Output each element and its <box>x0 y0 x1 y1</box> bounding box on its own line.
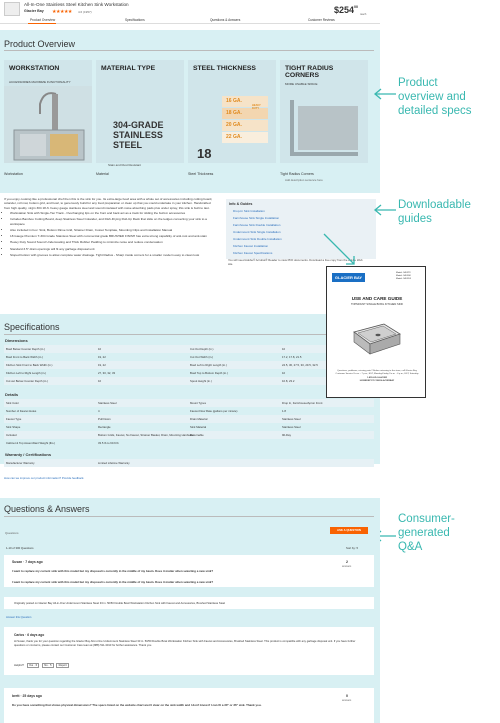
spec-value: Limited Lifetime Warranty <box>98 461 130 465</box>
table-row <box>4 369 374 377</box>
table-row <box>4 459 374 467</box>
spec-value: 19, 22 <box>98 363 106 367</box>
model-number: Model #HD3TF <box>396 272 411 274</box>
steel-grade-text: 304-GRADE STAINLESS STEEL <box>113 120 164 150</box>
spec-label: Bowl Front to Back Width (in.) <box>6 355 43 359</box>
spec-value: 10.8, 23.2 <box>282 379 295 383</box>
helpful-no-button[interactable]: No · 5 <box>42 663 54 668</box>
caption-material: Material <box>96 172 109 176</box>
spec-label: Sink Color <box>6 401 19 405</box>
description-text: If you enjoy cooking like a professional chef then this is the sink for you. Its extra-large bowl area with a whole set of accessories including cutting board, colander, roll mat, bottom grid, and bowl, to generously build for any food preparation or clean up that you could undertake in your kitchen. Handcrafted from high quality, virgin 304 18-ft. heavy gauge stainless steel and sound insulated with noise absorbing pads plus under spray, this sink is built to last. <box>4 197 213 210</box>
helpful-label: Helpful? <box>14 664 24 667</box>
table-row <box>4 423 374 431</box>
spec-value: 90-Day <box>282 433 292 437</box>
model-number: Model #HD3DF <box>396 277 412 280</box>
annotation-guides <box>398 198 471 226</box>
workstation-sink-image <box>4 86 92 163</box>
guide-link[interactable]: Farmhouse Sink Single Installation <box>233 216 280 220</box>
caption-steel-thickness: Steel Thickness <box>188 172 214 176</box>
spec-label: Number of Faucet Holes <box>6 409 37 413</box>
heavy-duty-label: HEAVY DUTY <box>252 104 261 110</box>
annotation-line: Consumer- <box>398 513 455 525</box>
spec-label: Cut Out Width (in.) <box>190 355 214 359</box>
caption-tight-radius: Tight Radius Corners <box>280 172 314 176</box>
spec-label: Bowl Left to Right Length (in.) <box>190 363 227 367</box>
warranty-heading: Warranty / Certifications <box>5 452 52 457</box>
sink-drawing <box>348 318 404 358</box>
card-heading: STEEL THICKNESS <box>193 65 256 72</box>
spec-label: Cut Out Depth (in.) <box>190 347 214 351</box>
list-item: • Sloped bottom with grooves to allow complete water drainage. Tight Radius - Sharp inside corners for a smaller modern easy to clean look <box>10 253 217 257</box>
spec-label: Cabinet & Top Assemblant Weight (lbs.) <box>6 441 56 445</box>
card-heading: MATERIAL TYPE <box>101 65 156 72</box>
section-nav <box>0 17 380 24</box>
answer-author: Carlos · 6 days ago <box>14 633 45 637</box>
guide-contact-text: Questions, problems, missing parts? Before returning to the store, call Glacier Bay Customer Service 8 a.m. - 7 p.m., EST, Monday-Friday 9 a.m. - 6 p.m., EST, Saturday <box>335 370 419 375</box>
spec-label: Spout Height (in.) <box>190 379 212 383</box>
product-thumbnail[interactable] <box>4 2 20 16</box>
spec-value: 17.2, 17.8, 21.5 <box>282 355 302 359</box>
gauge-20: 20 GA. <box>226 122 242 128</box>
spec-label: Kitchen Sink Front to Back Width (in.) <box>6 363 53 367</box>
divider <box>4 50 374 51</box>
card-subheading: ACCESSORIES MAXIMIZE FUNCTIONALITY <box>9 80 71 84</box>
spec-value: 4 <box>98 409 100 413</box>
table-row <box>4 407 374 415</box>
spec-label: Sink Shape <box>6 425 21 429</box>
gauge-number: 18 <box>197 146 212 161</box>
answer-count-label: answers <box>342 699 352 702</box>
table-row <box>4 345 374 353</box>
caption-workstation: Workstation <box>4 172 23 176</box>
annotation-line: Product <box>398 77 438 89</box>
spec-label: Bowl Top to Bottom Depth (in.) <box>190 371 228 375</box>
answer-count: 2 <box>346 560 348 564</box>
guide-link[interactable]: Farmhouse Sink Double Installation <box>233 223 281 227</box>
spec-label: Kitchen Left to Right Length (in.) <box>6 371 47 375</box>
answer-count-label: answers <box>342 565 352 568</box>
guide-subtitle: TOPMOUNT SINGLE BOWL KITCHEN SINK <box>350 303 404 306</box>
spec-label: Bowl Below Counter Depth (in.) <box>6 347 46 351</box>
card-heading: WORKSTATION <box>9 65 60 72</box>
list-item: • 18 Gauge Premium T-304 Grade Stainless Steel with commercial grade BRUSHED FINISH has extra strong capability of anti-rust and anti-stain <box>10 234 217 238</box>
spec-label: Cut out Below Counter Depth (in.) <box>6 379 48 383</box>
annotation-line: Q&A <box>398 541 423 553</box>
table-row <box>4 399 374 407</box>
spec-value: 10 <box>98 347 102 351</box>
card-tight-radius <box>280 60 368 163</box>
guide-link[interactable]: Undermount Sink Single Installation <box>233 230 281 234</box>
spec-value: 10 <box>98 379 102 383</box>
card-workstation <box>4 60 92 163</box>
original-post-text[interactable]: Originally posted on Glacier Bay All-in-One Undermount Stainless Steel 33 in. 50/50 Double Bowl Workstation Kitchen Sink with Faucet and Accessories, Brushed Stainless Steel <box>14 602 226 605</box>
spec-value: Rectangle <box>98 425 111 429</box>
question-text[interactable]: Do you have something that shows physical dimensions? The specs listed on the website chart aren't clear on the sink width and I don't know if I can fit a 30" or 36" sink. Thank you. <box>12 703 262 707</box>
guide-title: USE AND CARE GUIDE <box>351 296 403 301</box>
specifications-title: Specifications <box>4 322 60 332</box>
price-unit: /each <box>360 13 367 16</box>
sort-dropdown[interactable]: Sort by: ▾ <box>346 546 358 550</box>
divider <box>4 516 374 517</box>
spec-value: Stainless Steel <box>282 417 301 421</box>
spec-value: Bottom Grids, Faucet, No Faucet, Strainer Basket, Drain, Mounting Hardware <box>98 433 194 437</box>
arrow-icon <box>320 230 360 270</box>
glacier-bay-logo: GLACIER BAY <box>332 273 365 282</box>
question-text[interactable]: I want to replace my current sink with this model but my disposal is currently in the middle of my basin. Does it matter when selecting a new sink? <box>12 569 214 573</box>
spec-label: Manufacturer Warranty <box>6 461 35 465</box>
info-guides-title: Info & Guides <box>229 202 253 206</box>
annotation-line: overview and <box>398 91 466 103</box>
spec-value: 27, 30, 32, 33 <box>98 371 116 375</box>
annotation-line: generated <box>398 527 450 539</box>
divider <box>4 334 374 335</box>
qa-title: Questions & Answers <box>4 504 90 514</box>
details-heading: Details <box>5 392 19 397</box>
spec-value: 19, 22 <box>98 355 106 359</box>
spec-value: Pull Down <box>98 417 111 421</box>
list-item: • Standard 3.5" drain openings will fit any garbage disposal unit <box>10 247 217 251</box>
model-numbers <box>396 272 411 280</box>
card-subheading: MORE USABLE SPACE <box>285 82 318 86</box>
annotation-overview <box>398 76 472 118</box>
ask-question-button[interactable]: ASK A QUESTION <box>330 527 368 534</box>
brand-link[interactable]: Glacier Bay <box>24 9 44 13</box>
adobe-reader-note: You will need Adobe® Acrobat® Reader to view PDF documents. Download a free copy from the Adobe Web site. <box>228 258 363 266</box>
gauge-16: 16 GA. <box>226 98 242 104</box>
spec-label: Returnable <box>190 433 204 437</box>
helpful-controls <box>14 663 69 668</box>
tab-questions-answers[interactable]: Questions & Answers <box>210 17 241 22</box>
price-dollars: $254 <box>334 5 355 15</box>
annotation-line: detailed specs <box>398 105 472 117</box>
table-row <box>4 439 374 447</box>
rating-count[interactable]: 4.6 (1957) <box>78 9 92 14</box>
model-number: Model #HD3SF <box>396 274 411 277</box>
answer-text: Hi Susan, thank you for your question regarding the Glacier Bay All-in-One Undermount Stainless Steel 33 in. 50/50 Double Bowl Workstation Kitchen Sink with Faucet and Accessories, Brushed Stainless Steel. This product is compatible with any garbage disposal unit. If you have further questions or concerns, please contact our Customer Care team at (888) 511-3013 for further assistance. Thank you. <box>14 640 356 647</box>
question-text[interactable]: I want to replace my current sink with this model but my disposal is currently in the middle of my basin. Does it matter when selecting a new sink? <box>12 580 214 584</box>
spec-label: Faucet Flow Rate (gallons per minute) <box>190 409 238 413</box>
price <box>334 5 358 15</box>
report-button[interactable]: Report <box>56 663 68 668</box>
spec-label: Drain Material <box>190 417 208 421</box>
guide-phone: 1-855-HD-GLACIER <box>366 377 388 379</box>
guide-link[interactable]: Undermount Sink Double Installation <box>233 237 282 241</box>
guide-link[interactable]: Drop-In Sink Installation <box>233 209 265 213</box>
table-row <box>4 431 374 439</box>
spec-label: Included <box>6 433 17 437</box>
list-item: • Workstation Sink with Single-Tier Track - Overhanging lips on the front and back act as a track for sliding the built-in accessories <box>10 211 217 215</box>
spec-value: 33.5 lb to 60.9 lb <box>98 441 119 445</box>
guide-footer <box>334 370 420 383</box>
table-row <box>4 377 374 385</box>
spec-label: Mount Types <box>190 401 206 405</box>
table-row <box>4 361 374 369</box>
annotation-line: Downloadable <box>398 199 471 211</box>
spec-value: 10 <box>282 347 286 351</box>
question-author: brett · 25 days ago <box>12 694 42 698</box>
question-author: Susan · 7 days ago <box>12 560 43 564</box>
tab-customer-reviews[interactable]: Customer Reviews <box>308 17 335 22</box>
list-item: • Includes Bamboo Cutting Board, deep Stainless Steel Colander, and Dish-Drying Roll-Up Rack that slide on the ledges converting your sink to a workspace <box>10 217 217 226</box>
product-description <box>4 197 217 259</box>
guide-link[interactable]: Kitchen Faucet Specifications <box>233 251 273 255</box>
list-item: • Also included in box: Sink, Bottom Rinse Grid, Strainer Drain, Cutout Template, Mounting Clips and Installation Manual <box>10 228 217 232</box>
tab-product-overview[interactable]: Product Overview <box>30 17 56 22</box>
table-row <box>4 415 374 423</box>
arrow-icon <box>370 204 398 216</box>
questions-label: Questions <box>5 531 19 535</box>
spec-value: Drop In, Farmhouse/Apron Front <box>282 401 323 405</box>
card-heading: TIGHT RADIUS CORNERS <box>285 65 334 79</box>
answer-count: 0 <box>346 694 348 698</box>
spec-value: 10 <box>282 371 286 375</box>
table-row <box>4 353 374 361</box>
caption-sub: Add description sentence here <box>285 178 323 182</box>
helpful-yes-button[interactable]: Yes · 6 <box>27 663 40 668</box>
dimensions-heading: Dimensions <box>5 338 28 343</box>
annotation-qa <box>398 512 455 554</box>
list-item: • Heavy Duty Sound Sound Undercoating and Thick Rubber Padding to minimize noise and reduce condensation <box>10 240 217 244</box>
steel-grade-sub: Stain and Rust Resistant <box>108 163 142 167</box>
spec-value: 1.8 <box>282 409 286 413</box>
feature-list <box>4 211 217 257</box>
spec-label: Faucet Type <box>6 417 22 421</box>
price-cents: 00 <box>354 5 359 9</box>
overview-title: Product Overview <box>4 39 76 49</box>
feedback-link[interactable]: How can we improve our product information? Provide feedback. <box>4 476 85 480</box>
active-tab-indicator <box>28 23 56 24</box>
sink-corner-image <box>290 98 360 156</box>
spec-value: Stainless Steel <box>98 401 117 405</box>
product-title: All-In-One Stainless Steel Kitchen Sink Workstation <box>24 2 129 7</box>
gauge-22: 22 GA. <box>226 134 242 140</box>
guide-site: HOMEDEPOT.COM/GLACIERBAY <box>359 380 395 382</box>
spec-value: Stainless Steel <box>282 425 301 429</box>
tab-specifications[interactable]: Specifications <box>125 17 145 22</box>
rating-stars[interactable]: ★★★★★ <box>52 8 72 15</box>
guide-link[interactable]: Kitchen Faucet Installation <box>233 244 269 248</box>
spec-label: Sink Material <box>190 425 207 429</box>
answer-question-link[interactable]: Answer this Question <box>6 616 32 619</box>
spec-value: 24.5, 30, 27.5, 30, 29.5, 32.5 <box>282 363 318 367</box>
arrow-icon <box>370 88 398 100</box>
annotation-line: guides <box>398 213 432 225</box>
question-count: 1-10 of 300 Questions <box>6 546 34 550</box>
gauge-18: 18 GA. <box>226 110 242 116</box>
